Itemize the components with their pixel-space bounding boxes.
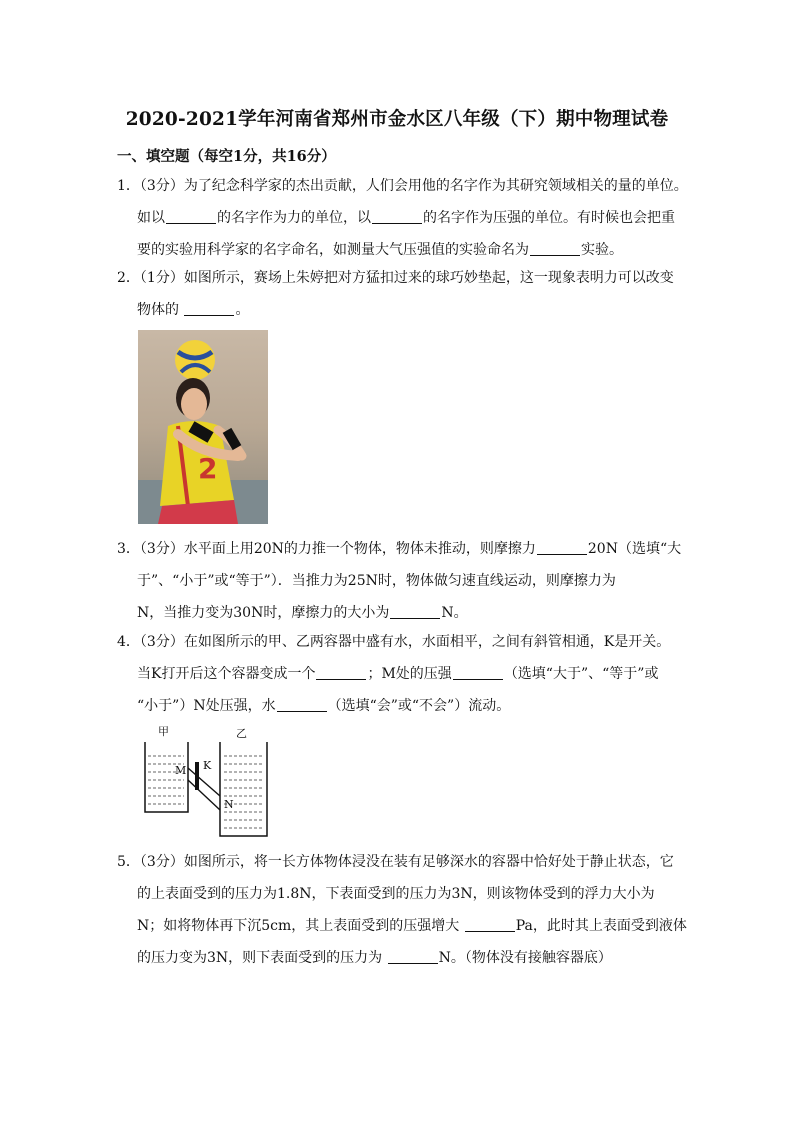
water-right	[224, 756, 264, 828]
q1-text: 的名字作为压强的单位。有时候也会把重	[423, 210, 675, 226]
q3-text: 20N（选填“大	[587, 541, 682, 557]
answer-blank[interactable]	[388, 949, 438, 964]
answer-blank[interactable]	[390, 604, 440, 619]
q3-text: N，当推力变为30N时，摩擦力的大小为	[137, 605, 390, 621]
q5-line-2: 的上表面受到的压力为1.8N，下表面受到的压力为3N，则该物体受到的浮力大小为	[137, 886, 655, 902]
q2-line-2	[117, 294, 687, 326]
q3-text: N。	[441, 605, 468, 621]
question-4	[117, 626, 687, 722]
q5-line-1: 5．（3分）如图所示，将一长方体物体浸没在装有足够深水的容器中恰好处于静止状态，它	[117, 854, 674, 870]
exam-title: 2020-2021学年河南省郑州市金水区八年级（下）期中物理试卷	[125, 109, 669, 130]
svg-text:2: 2	[198, 452, 218, 485]
q3-text: 3．（3分）水平面上用20N的力推一个物体，物体未推动，则摩擦力	[117, 541, 536, 557]
q3-line-2: 于”、“小于”或“等于”）．当推力为25N时，物体做匀速直线运动，则摩擦力为	[137, 573, 616, 589]
valve-k-icon	[195, 762, 199, 790]
container-left	[145, 742, 188, 812]
label-n: N	[224, 798, 234, 811]
section-heading: 一、填空题（每空1分，共16分）	[117, 148, 336, 165]
question-2	[117, 262, 687, 326]
tube-upper	[188, 768, 220, 796]
answer-blank[interactable]	[530, 241, 580, 256]
q5-text: N。（物体没有接触容器底）	[438, 950, 612, 966]
tube-lower	[188, 780, 220, 810]
answer-blank[interactable]	[166, 209, 216, 224]
q1-line-2	[117, 202, 687, 234]
q4-text: 当K打开后这个容器变成一个	[137, 666, 316, 682]
question-3	[117, 533, 687, 629]
answer-blank[interactable]	[277, 697, 327, 712]
q2-text: 物体的	[137, 302, 184, 318]
answer-blank[interactable]	[453, 665, 503, 680]
q1-text: 如以	[137, 210, 165, 226]
q5-text: N；如将物体再下沉5cm，其上表面受到的压强增大	[137, 918, 464, 934]
question-5	[117, 846, 687, 974]
q5-line-4	[117, 942, 687, 974]
q2-line-1: 2．（1分）如图所示，赛场上朱婷把对方猛扣过来的球巧妙垫起，这一现象表明力可以改变	[117, 270, 674, 286]
label-k: K	[203, 759, 212, 772]
q4-text: （选填“大于”、“等于”或	[503, 666, 659, 682]
label-yi: 乙	[236, 727, 247, 740]
label-m: M	[175, 764, 187, 777]
answer-blank[interactable]	[465, 917, 515, 932]
q4-line-3	[117, 690, 687, 722]
answer-blank[interactable]	[537, 540, 587, 555]
q4-line-1: 4．（3分）在如图所示的甲、乙两容器中盛有水，水面相平，之间有斜管相通，K是开关。	[117, 634, 671, 650]
answer-blank[interactable]	[372, 209, 422, 224]
q4-line-2	[117, 658, 687, 690]
connected-containers-diagram	[138, 722, 270, 840]
q1-line-1: 1．（3分）为了纪念科学家的杰出贡献，人们会用他的名字作为其研究领域相关的量的单位。	[117, 178, 688, 194]
q1-text: 实验。	[581, 242, 623, 258]
q4-text: ；M处的压强	[367, 666, 452, 682]
volleyball-player-image	[138, 330, 268, 524]
answer-blank[interactable]	[184, 301, 234, 316]
q4-text: （选填“会”或“不会”）流动。	[327, 698, 511, 714]
q5-line-3	[117, 910, 687, 942]
q3-line-3	[117, 597, 687, 629]
volleyball-player-photo	[138, 330, 268, 524]
label-jia: 甲	[158, 725, 169, 738]
q3-line-1	[117, 533, 687, 565]
q1-text: 要的实验用科学家的名字命名，如测量大气压强值的实验命名为	[137, 242, 529, 258]
answer-blank[interactable]	[316, 665, 366, 680]
q5-text: Pa，此时其上表面受到液体	[515, 918, 687, 934]
q5-text: 的压力变为3N，则下表面受到的压力为	[137, 950, 387, 966]
q4-text: “小于”）N处压强，水	[137, 698, 276, 714]
question-1	[117, 170, 687, 266]
q2-text: 。	[235, 302, 250, 318]
q1-text: 的名字作为力的单位，以	[217, 210, 371, 226]
